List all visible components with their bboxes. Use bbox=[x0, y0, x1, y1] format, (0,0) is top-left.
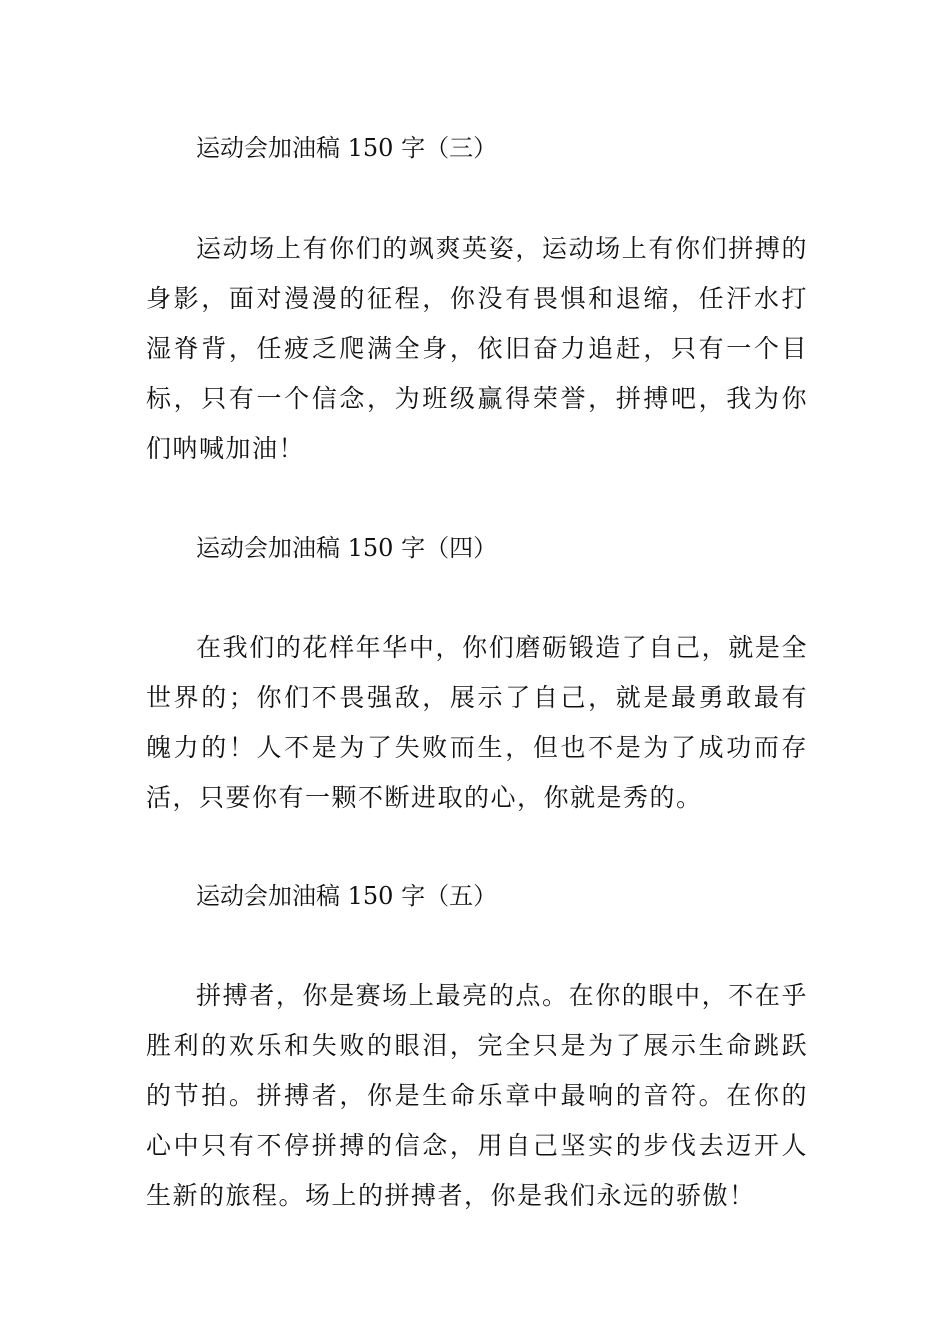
section-heading-3: 运动会加油稿 150 字（三） bbox=[196, 134, 498, 162]
section-heading-4: 运动会加油稿 150 字（四） bbox=[196, 534, 498, 562]
section-heading-5: 运动会加油稿 150 字（五） bbox=[196, 882, 498, 910]
section-body-3: 运动场上有你们的飒爽英姿，运动场上有你们拼搏的身影，面对漫漫的征程，你没有畏惧和退缩，任汗水打湿脊背，任疲乏爬满全身，依旧奋力追赶，只有一个目标，只有一个信念，为班级赢得荣誉，拼搏吧，我为你们呐喊加油！ bbox=[146, 234, 808, 463]
section-body-4: 在我们的花样年华中，你们磨砺锻造了自己，就是全世界的；你们不畏强敌，展示了自己，就是最勇敢最有魄力的！人不是为了失败而生，但也不是为了成功而存活，只要你有一颗不断进取的心，你就是秀的。 bbox=[146, 633, 808, 812]
section-body-5: 拼搏者，你是赛场上最亮的点。在你的眼中，不在乎胜利的欢乐和失败的眼泪，完全只是为了展示生命跳跃的节拍。拼搏者，你是生命乐章中最响的音符。在你的心中只有不停拼搏的信念，用自己坚实的步伐去迈开人生新的旅程。场上的拼搏者，你是我们永远的骄傲！ bbox=[146, 981, 808, 1210]
